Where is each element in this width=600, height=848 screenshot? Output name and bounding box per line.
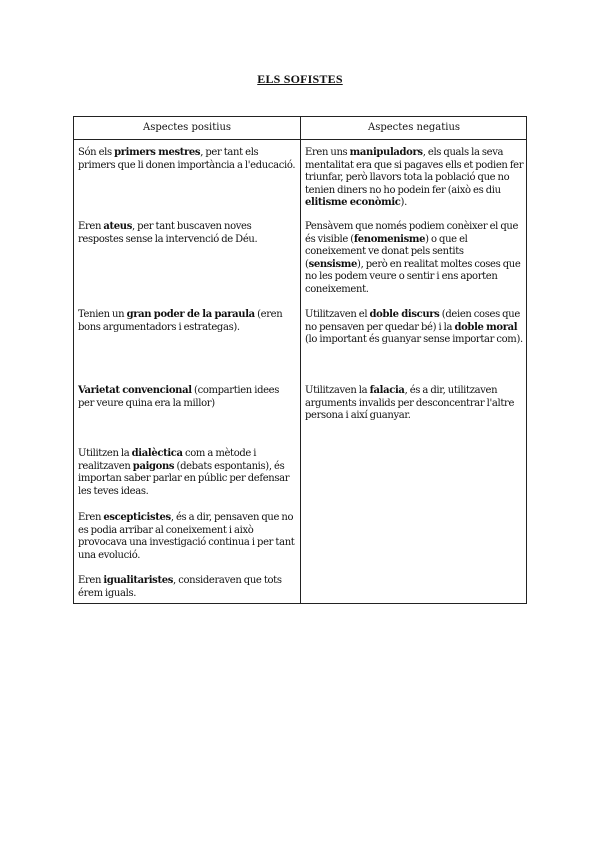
header-divider — [74, 139, 526, 140]
negative-item-1: Eren uns manipuladors, els quals la seva mentalitat era que si pagaves ells et podien fer triunfar, però llavors tota la població que no tenien diners no ho podein fer (això es diu elitisme econòmic). — [305, 147, 524, 208]
positive-item-5: Utilitzen la dialèctica com a mètode i realitzaven paigons (debats espontanis), és importan saber parlar en públic per defensar les teves ideas. — [78, 448, 290, 497]
positive-item-1: Són els primers mestres, per tant els primers que li donen importància a l'educació. — [78, 147, 296, 171]
comparison-table — [73, 116, 527, 604]
positive-item-6: Eren escepticistes, és a dir, pensaven que no es podia arribar al coneixement i això provocava una investigació continua i per tant una evolució. — [78, 512, 295, 561]
positive-item-3: Tenien un gran poder de la paraula (eren bons argumentadors i estrategas). — [78, 309, 283, 333]
negative-item-3: Utilitzaven el doble discurs (deien coses que no pensaven per quedar bé) i la doble moral (lo important és guanyar sense importar com). — [305, 309, 523, 345]
negative-item-2: Pensàvem que només podiem conèixer el que és visible (fenomenisme) o que el coneixement ve donat pels sentits (sensisme), però en realitat moltes coses que no les podem veure o sentir i ens aporten coneixement. — [305, 221, 521, 295]
page-title: ELS SOFISTES — [257, 72, 343, 86]
positive-item-4: Varietat convencional (compartien idees per veure quina era la millor) — [78, 385, 280, 409]
header-negative: Aspectes negatius — [367, 122, 461, 133]
negative-item-4: Utilitzaven la falacia, és a dir, utilitzaven arguments invalids per desconcentrar l'altre persona i així guanyar. — [305, 385, 515, 421]
header-positive: Aspectes positius — [142, 122, 232, 133]
positive-item-2: Eren ateus, per tant buscaven noves respostes sense la intervenció de Déu. — [78, 221, 258, 245]
column-divider — [300, 117, 301, 603]
positive-item-7: Eren igualitaristes, consideraven que tots érem iguals. — [78, 575, 282, 599]
